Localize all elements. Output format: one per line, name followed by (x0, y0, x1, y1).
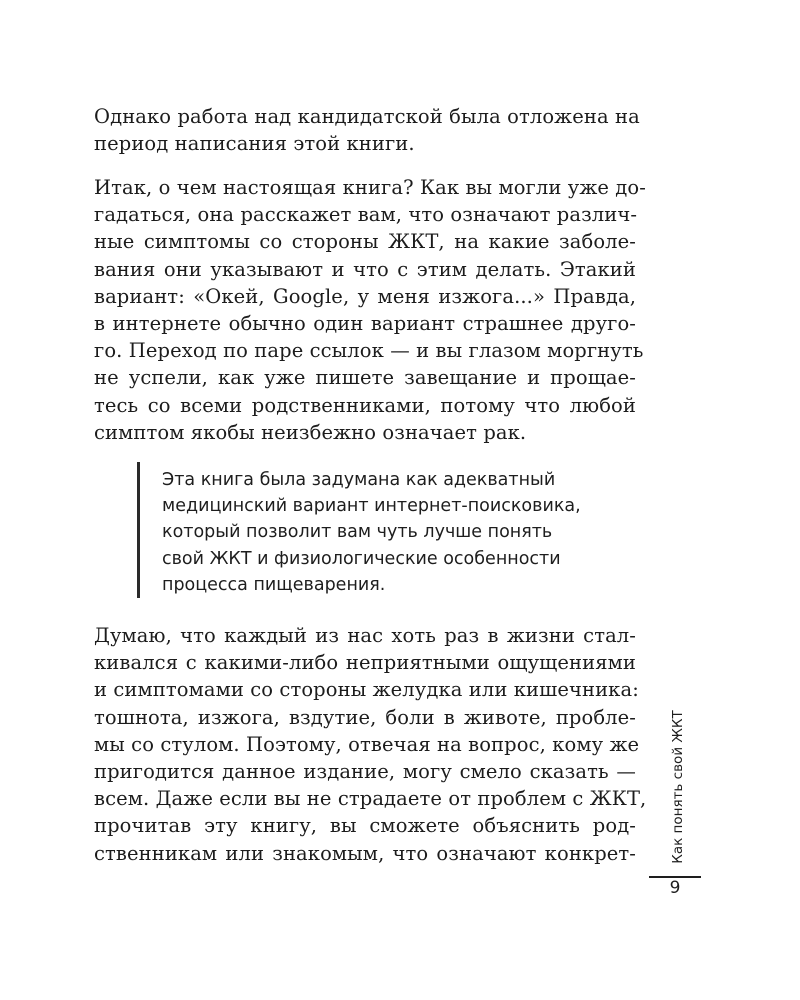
text-line: тесь со всеми родственниками, потому что любой (94, 393, 636, 417)
text-line: симптом якобы неизбежно означает рак. (94, 420, 527, 444)
text-line: всем. Даже если вы не страдаете от проблем с ЖКТ, (94, 787, 647, 811)
text-line: Однако работа над кандидатской была отложена на (94, 105, 640, 128)
text-line: тошнота, изжога, вздутие, боли в животе, пробле- (94, 705, 636, 729)
quote-line: свой ЖКТ и физиологические особенности (162, 548, 561, 569)
text-line: гадаться, она расскажет вам, что означают различ- (94, 203, 638, 227)
paragraph-2 (94, 174, 646, 446)
text-line: вариант: «Окей, Google, у меня изжога...» Правда, (94, 284, 636, 308)
text-line: Итак, о чем настоящая книга? Как вы могли уже до- (94, 176, 646, 199)
text-line: Думаю, что каждый из нас хоть раз в жизни стал- (94, 624, 636, 647)
text-line: ные симптомы со стороны ЖКТ, на какие заболе- (94, 230, 636, 254)
quote-line: медицинский вариант интернет-поисковика, (162, 496, 581, 517)
text-line: в интернете обычно один вариант страшнее друго- (94, 311, 636, 335)
paragraph-1 (94, 103, 640, 157)
text-line: прочитав эту книгу, вы сможете объяснить род- (94, 814, 636, 838)
text-line: мы со стулом. Поэтому, отвечая на вопрос, кому же (94, 732, 640, 756)
text-line: пригодится данное издание, могу смело сказать — (94, 759, 636, 783)
text-line: и симптомами со стороны желудка или кишечника: (94, 678, 639, 702)
text-line: вания они указывают и что с этим делать. Этакий (94, 257, 636, 281)
text-line: кивался с какими-либо неприятными ощущениями (94, 651, 636, 675)
quote-line: процесса пищеварения. (162, 574, 386, 595)
running-title-text: Как понять свой ЖКТ (670, 710, 686, 864)
quote-line: который позволит вам чуть лучше понять (162, 522, 553, 543)
quote-line: Эта книга была задумана как адекватный (162, 470, 556, 490)
pull-quote (162, 467, 632, 598)
paragraph-3 (94, 622, 647, 867)
text-line: ственникам или знакомым, что означают конкрет- (94, 841, 636, 865)
quote-bar (137, 462, 140, 598)
page-number: 9 (669, 878, 681, 898)
text-line: го. Переход по паре ссылок — и вы глазом моргнуть (94, 339, 644, 363)
text-line: период написания этой книги. (94, 132, 415, 156)
running-title (665, 710, 691, 864)
text-line: не успели, как уже пишете завещание и прощае- (94, 366, 636, 390)
